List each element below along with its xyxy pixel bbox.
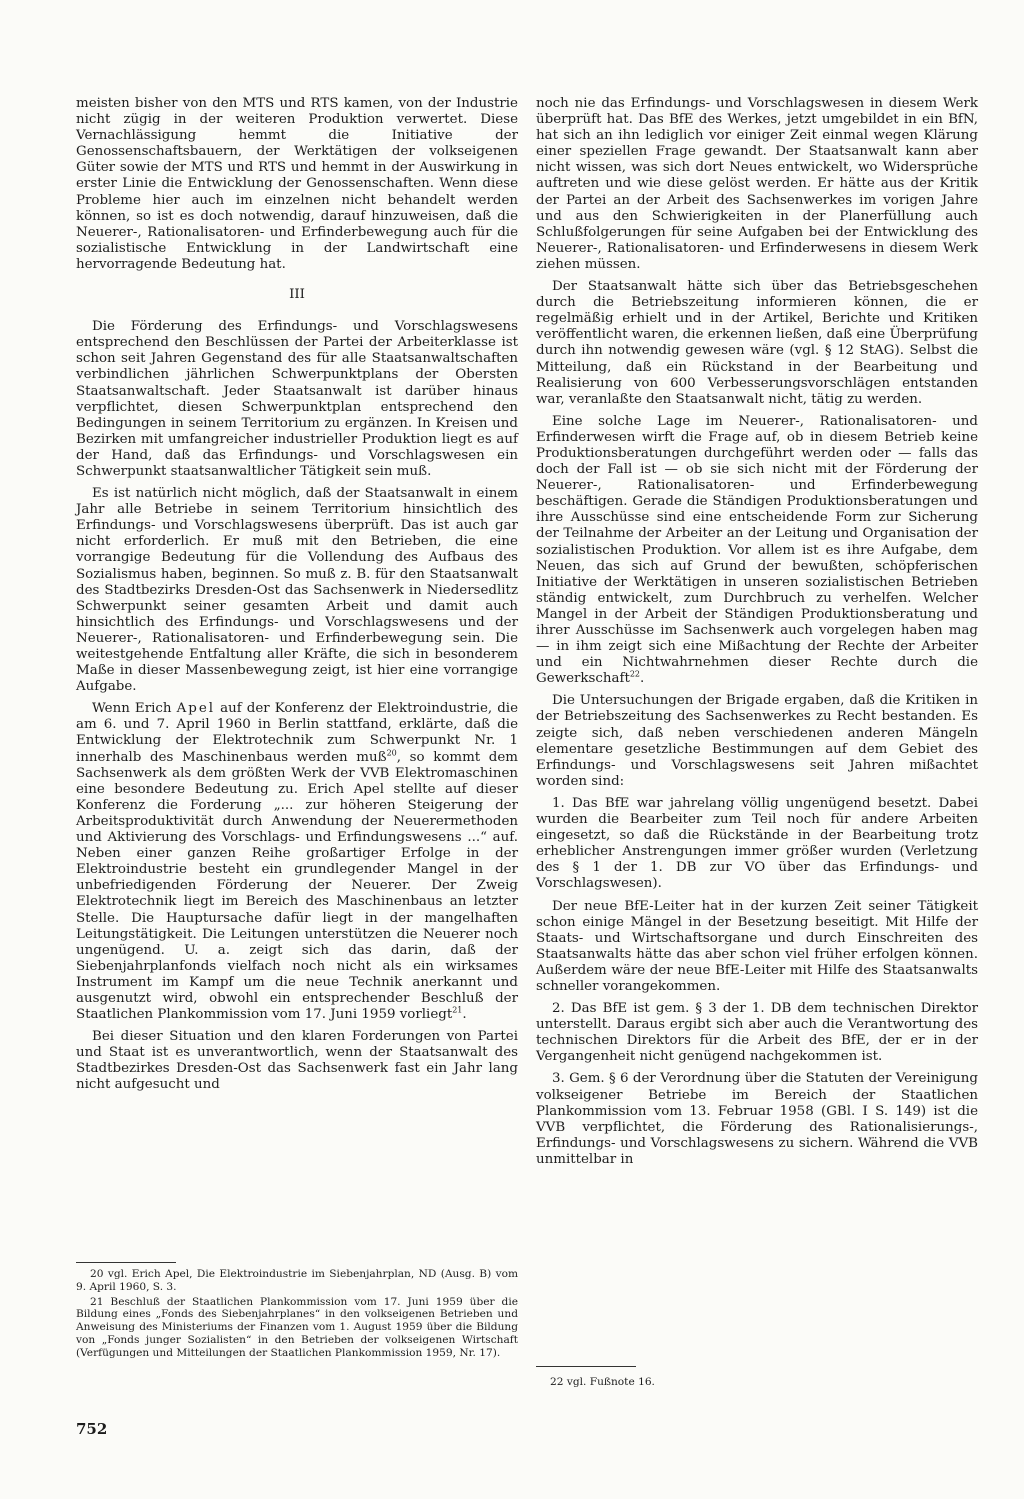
paragraph: Die Förderung des Erfindungs- und Vorschlagswesens entsprechend den Beschlüssen der Partei der Arbeiterklasse ist schon seit Jahren Gegenstand des für alle Staatsanwaltschaften verbindlichen jährlichen Schwerpunktplans der Obersten Staatsanwaltschaft. Jeder Staatsanwalt ist darüber hinaus verpflichtet, diesen Schwerpunktplan entsprechend den Bedingungen in seinem Territorium zu ergänzen. In Kreisen und Bezirken mit umfangreicher industrieller Produktion liegt es auf der Hand, daß das Erfindungs- und Vorschlagswesen ein Schwerpunkt staatsanwaltlicher Tätigkeit sein muß. (76, 319, 518, 479)
footnote-21: 21 Beschluß der Staatlichen Plankommission vom 17. Juni 1959 über die Bildung eines „Fonds des Siebenjahrplanes“ in den volkseigenen Betrieben und Anweisung des Ministeriums der Finanzen vom 1. August 1959 über die Bildung von „Fonds junger Sozialisten“ in den Betrieben der volkseigenen Wirtschaft (Verfügungen und Mitteilungen der Staatlichen Plankommission 1959, Nr. 17). (76, 1295, 518, 1359)
paragraph: Der Staatsanwalt hätte sich über das Betriebsgeschehen durch die Betriebszeitung informieren können, die er regelmäßig erhielt und in der Artikel, Berichte und Kritiken veröffentlicht waren, die erkennen ließen, daß eine Überprüfung durch ihn notwendig gewesen wäre (vgl. § 12 StAG). Selbst die Mitteilung, daß ein Rückstand in der Bearbeitung und Realisierung von 600 Verbesserungsvorschlägen entstanden war, veranlaßte den Staatsanwalt nicht, tätig zu werden. (536, 279, 978, 407)
paragraph-text: Eine solche Lage im Neuerer-, Rationalisatoren- und Erfinderwesen wirft die Frage auf, ob in diesem Betrieb keine Produktionsberatungen durchgeführt werden oder — falls das doch der Fall ist — ob sie sich nicht mit der Förderung der Neuerer-, Rationalisatoren- und Erfinderbewegung beschäftigen. Gerade die Ständigen Produktionsberatungen und ihre Ausschüsse sind eine entscheidende Form zur Sicherung der Teilnahme der Arbeiter an der Leitung und Organisation der sozialistischen Produktion. Vor allem ist es ihre Aufgabe, dem Neuen, das sich auf Grund der bewußten, schöpferischen Initiative der Werktätigen in unseren sozialistischen Betrieben ständig entwickelt, zum Durchbruch zu verhelfen. Welcher Mangel in der Arbeit der Ständigen Produktionsberatung und ihrer Ausschüsse im Sachsenwerk auch vorgelegen haben mag — in ihm zeigt sich eine Mißachtung der Rechte der Arbeiter und ein Nichtwahrnehmen dieser Rechte durch die Gewerkschaft (536, 413, 978, 687)
paragraph-text: , so kommt dem Sachsenwerk als dem größten Werk der VVB Elektromaschinen eine besondere Bedeutung zu. Erich Apel stellte auf dieser Konferenz die Forderung „... zur höheren Steigerung der Arbeitsproduktivität durch Anwendung der Neuerermethoden und Aktivierung des Vorschlags- und Erfindungswesens ...“ auf. Neben einer ganzen Reihe großartiger Erfolge in der Elektroindustrie besteht ein grundlegender Mangel in der unbefriedigenden Förderung der Neuerer. Der Zweig Elektrotechnik liegt im Bereich des Maschinenbaus an letzter Stelle. Die Hauptursache dafür liegt in der mangelhaften Leitungstätigkeit. Die Leitungen unterstützen die Neuerer noch ungenügend. U. a. zeigt sich das darin, daß der Siebenjahrplanfonds vielfach noch nicht als ein wirksames Instrument im Kampf um die neue Technik anerkannt und ausgenutzt wird, obwohl ein entsprechender Beschluß der Staatlichen Plankommission vom 17. Juni 1959 vorliegt (76, 749, 518, 1023)
footnote-ref: 22 (629, 669, 641, 679)
paragraph: 1. Das BfE war jahrelang völlig ungenügend besetzt. Dabei wurden die Bearbeiter zum Teil noch für andere Arbeiten eingesetzt, so daß die Rückstände in der Bearbeitung trotz erheblicher Anstrengungen immer größer wurden (Verletzung des § 1 der 1. DB zur VO über das Erfindungs- und Vorschlagswesen). (536, 795, 978, 892)
paragraph-text: . (640, 671, 645, 687)
paragraph: noch nie das Erfindungs- und Vorschlagswesen in diesem Werk überprüft hat. Das BfE des Werkes, jetzt umgebildet in ein BfN, hat sich an ihn lediglich vor einiger Zeit einmal wegen Klärung einer speziellen Frage gewandt. Der Staatsanwalt kann aber nicht wissen, was sich dort Neues entwickelt, wo Widersprüche auftreten und wie diese gelöst werden. Er hätte aus der Kritik der Partei an der Arbeit des Sachsenwerkes im vorigen Jahre und aus den Schwierigkeiten in der Planerfüllung auch Schlußfolgerungen für seine Aufgaben bei der Entwicklung des Neuerer-, Rationalisatoren- und Erfinderwesens in diesem Werk ziehen müssen. (536, 96, 978, 272)
footnote-20: 20 vgl. Erich Apel, Die Elektroindustrie im Siebenjahrplan, ND (Ausg. B) vom 9. April 1960, S. 3. (76, 1268, 518, 1293)
footnote-ref: 21 (452, 1005, 463, 1015)
paragraph-text: . (462, 1007, 467, 1023)
footnote-ref: 20 (386, 748, 397, 758)
footnote-divider (536, 1366, 636, 1367)
paragraph: Es ist natürlich nicht möglich, daß der Staatsanwalt in einem Jahr alle Betriebe in seinem Territorium hinsichtlich des Erfindungs- und Vorschlagswesens überprüft. Das ist auch gar nicht erforderlich. Er muß mit den Betrieben, die eine vorrangige Bedeutung für die Vollendung des Aufbaus des Sozialismus haben, beginnen. So muß z. B. für den Staatsanwalt des Stadtbezirks Dresden-Ost das Sachsenwerk in Niedersedlitz Schwerpunkt seiner gesamten Arbeit und damit auch hinsichtlich des Erfindungs- und Vorschlagswesens und der Neuerer-, Rationalisatoren- und Erfinderbewegung sein. Die weitestgehende Entfaltung aller Kräfte, die sich in besonderem Maße in dieser Massenbewegung zeigt, ist hier eine vorrangige Aufgabe. (76, 486, 518, 695)
paragraph: Der neue BfE-Leiter hat in der kurzen Zeit seiner Tätigkeit schon einige Mängel in der Besetzung beseitigt. Mit Hilfe der Staats- und Wirtschaftsorgane und durch Einschreiten des Staatsanwalts hätte das aber schon viel früher erfolgen können. Außerdem wäre der neue BfE-Leiter mit Hilfe des Staatsanwalts schneller vorangekommen. (536, 898, 978, 994)
paragraph: meisten bisher von den MTS und RTS kamen, von der Industrie nicht zügig in der weiteren Produktion verwertet. Diese Vernachlässigung hemmt die Initiative der Genossenschaftsbauern, der Werktätigen der volkseigenen Güter sowie der MTS und RTS und hemmt in der Auswirkung in erster Linie die Entwicklung der Genossenschaften. Wenn diese Probleme hier auch im einzelnen nicht behandelt werden können, so ist es doch notwendig, darauf hinzuweisen, daß die Neuerer-, Rationalisatoren- und Erfinderbewegung auch für die sozialistische Entwicklung in der Landwirtschaft eine hervorragende Bedeutung hat. (76, 96, 518, 272)
footnote-divider (76, 1262, 176, 1263)
paragraph: 3. Gem. § 6 der Verordnung über die Statuten der Vereinigung volkseigener Betriebe im Bereich der Staatlichen Plankommission vom 13. Februar 1958 (GBl. I S. 149) ist die VVB verpflichtet, die Förderung des Rationalisierungs-, Erfindungs- und Vorschlagswesens zu sichern. Während die VVB unmittelbar in (536, 1071, 978, 1167)
paragraph: Die Untersuchungen der Brigade ergaben, daß die Kritiken in der Betriebszeitung des Sachsenwerkes zu Recht bestanden. Es zeigte sich, daß neben verschiedenen anderen Mängeln elementare gesetzliche Bestimmungen auf dem Gebiet des Erfindungs- und Vorschlagswesens seit Jahren mißachtet worden sind: (536, 693, 978, 789)
footnote-22: 22 vgl. Fußnote 16. (550, 1376, 655, 1388)
paragraph-text: Wenn Erich (92, 701, 172, 717)
paragraph-text: auf der Konferenz der Elektroindustrie, die am 6. und 7. April 1960 in Berlin stattfand, erklärte, daß die Entwicklung der Elektrotechnik zum Schwerpunkt Nr. 1 innerhalb des Maschinenbaus werden muß (76, 701, 518, 765)
footnotes-right (536, 1376, 978, 1391)
paragraph: 2. Das BfE ist gem. § 3 der 1. DB dem technischen Direktor unterstellt. Daraus ergibt sich aber auch die Verantwortung des technischen Direktors für die Arbeit des BfE, der er in der Vergangenheit nicht genügend nachgekommen ist. (536, 1001, 978, 1065)
right-column (536, 96, 978, 1174)
section-heading: III (289, 287, 305, 303)
page-number: 752 (76, 1420, 108, 1438)
paragraph (76, 701, 518, 1023)
paragraph: Bei dieser Situation und den klaren Forderungen von Partei und Staat ist es unverantwortlich, wenn der Staatsanwalt des Stadtbezirkes Dresden-Ost das Sachsenwerk fast ein Jahr lang nicht aufgesucht und (76, 1029, 518, 1093)
spaced-name: Apel (176, 701, 216, 717)
footnotes-left (76, 1268, 518, 1362)
paragraph (536, 414, 978, 688)
left-column (76, 96, 518, 1100)
